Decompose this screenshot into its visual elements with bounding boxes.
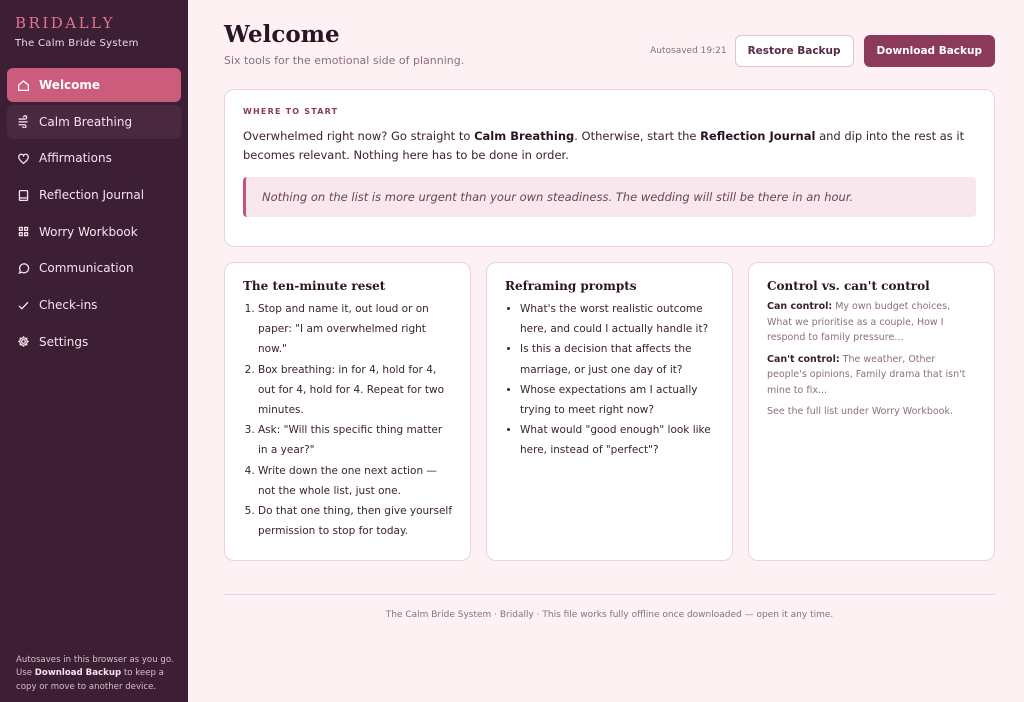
can-control-text: Can control: My own budget choices, What we prioritise as a couple, How I respond to family pressure... bbox=[767, 301, 951, 343]
where-to-start-text: Overwhelmed right now? Go straight to Calm Breathing. Otherwise, start the Reflection Journal and dip into the rest as it becomes relevant. Nothing here has to be done in order. bbox=[243, 129, 965, 162]
sidebar bbox=[0, 0, 188, 702]
list-item: 1. Stop and name it, out loud or on paper: "I am overwhelmed right now." bbox=[258, 299, 454, 360]
tools-row bbox=[224, 262, 995, 561]
list-item: • What would "good enough" look like here, instead of "perfect"? bbox=[520, 420, 716, 460]
autosave-status: Autosaved 19:21 bbox=[650, 46, 727, 56]
cant-control-text: Can't control: The weather, Other people's opinions, Family drama that isn't mine to fix... bbox=[767, 353, 966, 396]
brand-tagline: The Calm Bride System bbox=[15, 38, 139, 49]
heart-icon bbox=[16, 151, 30, 165]
list-item: • Is this a decision that affects the marriage, or just one day of it? bbox=[520, 339, 716, 379]
brand bbox=[0, 0, 188, 49]
gear-icon bbox=[16, 335, 30, 349]
reflection-journal-highlight: Reflection Journal bbox=[700, 129, 816, 143]
list-item: 4. Write down the one next action — not the whole list, just one. bbox=[258, 461, 454, 501]
nav-label: Affirmations bbox=[39, 151, 112, 166]
nav-item-worry-workbook[interactable] bbox=[7, 215, 181, 249]
reframing-prompts-list bbox=[505, 299, 716, 461]
list-item: 2. Box breathing: in for 4, hold for 4, out for 4, hold for 4. Repeat for two minutes. bbox=[258, 360, 454, 421]
ten-minute-reset-card bbox=[224, 262, 471, 561]
list-item: • What's the worst realistic outcome here, and could I actually handle it? bbox=[520, 299, 716, 339]
nav-label: Reflection Journal bbox=[39, 188, 145, 203]
card-title: Control vs. can't control bbox=[767, 279, 930, 293]
nav-label: Welcome bbox=[39, 78, 101, 92]
sidebar-nav bbox=[0, 68, 188, 359]
sidebar-footer-note bbox=[16, 654, 174, 695]
worry-workbook-note: See the full list under Worry Workbook. bbox=[767, 406, 953, 417]
wind-icon bbox=[16, 115, 30, 129]
list-item: 5. Do that one thing, then give yourself permission to stop for today. bbox=[258, 501, 454, 541]
list-item: • Whose expectations am I actually trying to meet right now? bbox=[520, 380, 716, 420]
nav-item-check-ins[interactable] bbox=[7, 288, 181, 322]
page-footer: The Calm Bride System · Bridally · This file works fully offline once downloaded — open it any time. bbox=[224, 594, 995, 620]
nav-item-reflection-journal[interactable] bbox=[7, 178, 181, 212]
grid-icon bbox=[16, 225, 30, 239]
brand-name: BRIDALLY bbox=[15, 14, 115, 32]
where-to-start-card bbox=[224, 89, 995, 247]
download-backup-button[interactable]: Download Backup bbox=[864, 35, 995, 67]
sidebar-footer-line1: Autosaves in this browser as you go. bbox=[16, 654, 174, 665]
sidebar-footer-line2: Use Download Backup to keep a copy or move to another device. bbox=[16, 668, 164, 692]
nav-label: Worry Workbook bbox=[39, 224, 138, 239]
nav-item-welcome[interactable] bbox=[7, 68, 181, 102]
card-title: The ten-minute reset bbox=[243, 279, 386, 293]
nav-item-affirmations[interactable] bbox=[7, 141, 181, 175]
nav-label: Calm Breathing bbox=[39, 114, 133, 129]
nav-label: Check-ins bbox=[39, 298, 98, 313]
home-icon bbox=[16, 78, 30, 92]
restore-backup-button[interactable]: Restore Backup bbox=[735, 35, 854, 67]
header-actions bbox=[650, 35, 995, 67]
nav-label: Settings bbox=[39, 334, 89, 349]
nav-item-communication[interactable] bbox=[7, 251, 181, 285]
control-card bbox=[748, 262, 995, 561]
reset-steps-list bbox=[243, 299, 454, 541]
check-icon bbox=[16, 298, 30, 312]
nav-label: Communication bbox=[39, 261, 134, 276]
page-header bbox=[224, 20, 995, 67]
steadiness-quote: Nothing on the list is more urgent than your own steadiness. The wedding will still be there in an hour. bbox=[243, 177, 976, 217]
card-title: Reframing prompts bbox=[505, 279, 637, 293]
nav-item-settings[interactable] bbox=[7, 325, 181, 359]
main-content bbox=[188, 0, 1024, 702]
calm-breathing-highlight: Calm Breathing bbox=[474, 129, 575, 143]
where-to-start-eyebrow: WHERE TO START bbox=[243, 107, 339, 116]
reframing-prompts-card bbox=[486, 262, 733, 561]
list-item: 3. Ask: "Will this specific thing matter in a year?" bbox=[258, 420, 454, 460]
book-icon bbox=[16, 188, 30, 202]
page-title: Welcome bbox=[224, 21, 340, 48]
page-subtitle: Six tools for the emotional side of planning. bbox=[224, 54, 465, 67]
nav-item-calm-breathing[interactable] bbox=[7, 105, 181, 139]
chat-icon bbox=[16, 261, 30, 275]
